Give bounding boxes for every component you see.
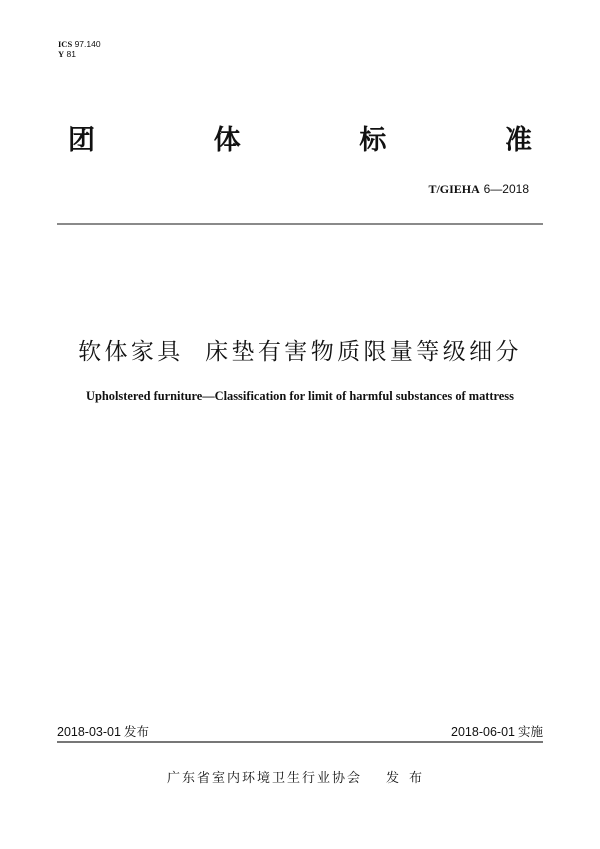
- chinese-title: 软体家具 床垫有害物质限量等级细分: [78, 339, 522, 365]
- standard-type-char: 准: [504, 125, 532, 156]
- implement-date: 2018-06-01: [451, 725, 515, 739]
- implement-label: 实施: [517, 724, 543, 739]
- issue-label: 发布: [123, 724, 149, 739]
- standard-number: [428, 182, 529, 196]
- standard-type-char: 团: [68, 125, 95, 156]
- standard-type-heading: [57, 124, 543, 158]
- publisher-line: [167, 770, 432, 788]
- bottom-divider: [57, 741, 543, 743]
- standard-number-value: 6—2018: [483, 182, 529, 196]
- publisher-action: 发布: [386, 771, 433, 786]
- ics-value: 97.140: [74, 39, 101, 49]
- issue-date-block: [57, 724, 149, 740]
- standard-code: T/GIEHA: [428, 182, 480, 196]
- ccs-value: 81: [66, 48, 76, 59]
- top-divider: [57, 223, 543, 225]
- ccs-code: [58, 50, 101, 60]
- standard-type-char: 标: [359, 125, 387, 156]
- publisher-name: 广东省室内环境卫生行业协会: [167, 771, 363, 786]
- standard-type-char: 体: [213, 125, 241, 156]
- english-title: Upholstered furniture—Classification for limit of harmful substances of mattress: [86, 389, 514, 403]
- ccs-label: Y: [58, 48, 65, 59]
- implement-date-block: [451, 724, 543, 740]
- issue-date: 2018-03-01: [57, 725, 121, 739]
- ics-label: ICS: [58, 39, 73, 49]
- classification-codes: [58, 40, 101, 59]
